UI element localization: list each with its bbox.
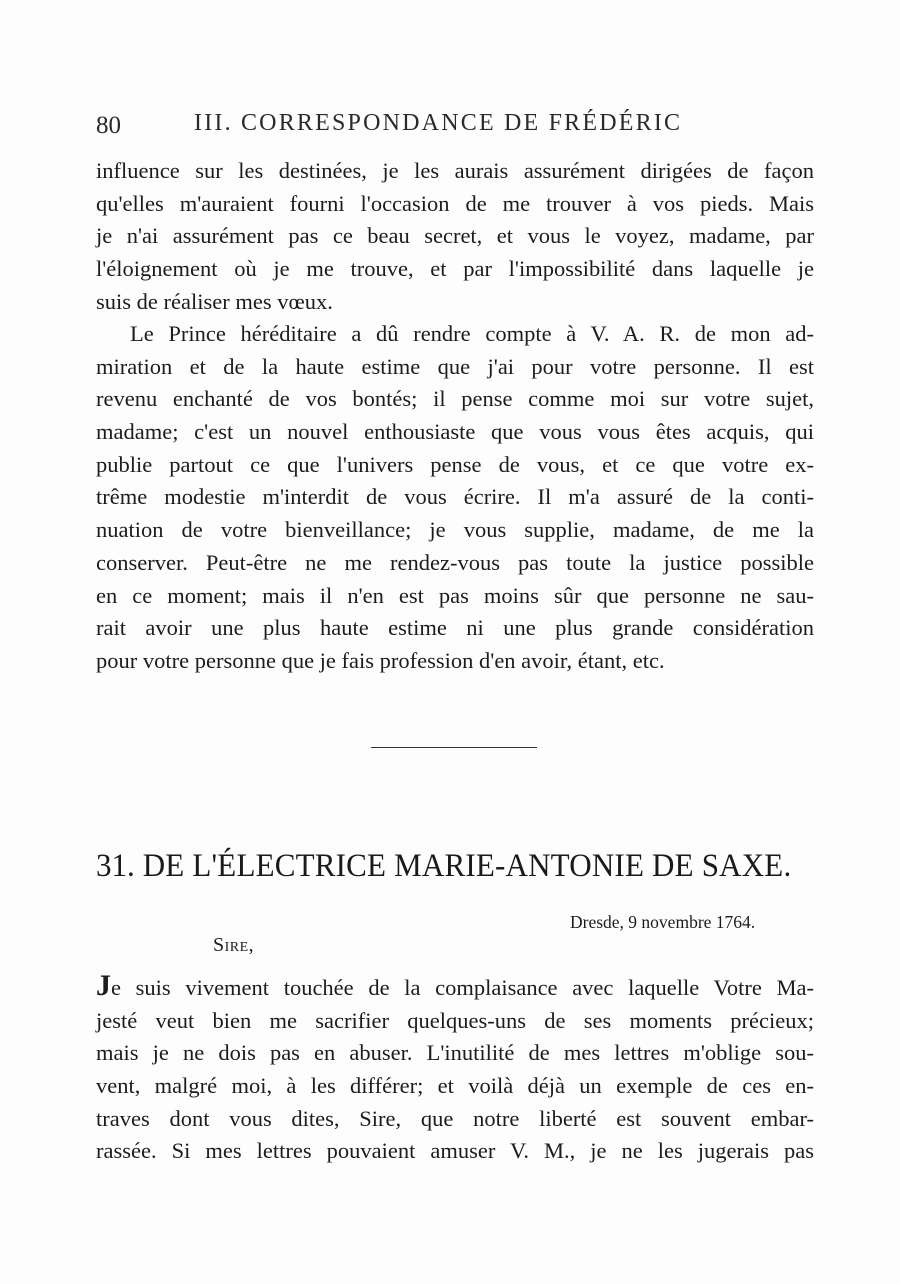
running-head-title: III. CORRESPONDANCE DE FRÉDÉRIC: [194, 110, 683, 136]
text-line: pour votre personne que je fais profession d'en avoir, étant, etc.: [96, 647, 665, 673]
text-line: madame; c'est un nouvel enthousiaste que vous vous êtes acquis, qui: [96, 419, 814, 445]
text-line: conserver. Peut-être ne me rendez-vous pas toute la justice possible: [96, 549, 814, 575]
text-line: [96, 969, 814, 1005]
first-line-text: e suis vivement touchée de la complaisance avec laquelle Votre Ma-: [111, 975, 814, 1000]
text-line: rait avoir une plus haute estime ni une plus grande considération: [96, 615, 814, 641]
paragraph-continuation: [96, 155, 814, 318]
text-line: Le Prince héréditaire a dû rendre compte à V. A. R. de mon ad-: [130, 321, 814, 346]
letter-dateline: Dresde, 9 novembre 1764.: [570, 912, 756, 932]
text-line: en ce moment; mais il n'en est pas moins sûr que personne ne sau-: [96, 582, 814, 608]
text-line: qu'elles m'auraient fourni l'occasion de me trouver à vos pieds. Mais: [96, 190, 814, 216]
letter-heading: [96, 848, 792, 885]
text-line: trême modestie m'interdit de vous écrire. Il m'a assuré de la conti-: [96, 484, 814, 510]
text-line: nuation de votre bienveillance; je vous supplie, madame, de me la: [96, 517, 814, 543]
drop-cap: J: [96, 969, 111, 1002]
text-line: traves dont vous dites, Sire, que notre liberté est souvent embar-: [96, 1105, 814, 1131]
section-divider: [371, 747, 537, 748]
paragraph-prince: [96, 318, 814, 678]
letter-salutation: Sire,: [213, 934, 255, 956]
letter-title: DE L'ÉLECTRICE MARIE-ANTONIE DE SAXE.: [142, 848, 792, 884]
text-line: rassée. Si mes lettres pouvaient amuser V. M., je ne les jugerais pas: [96, 1138, 814, 1164]
page-number: 80: [96, 112, 121, 139]
running-head: [96, 108, 816, 142]
text-line: publie partout ce que l'univers pense de vous, et ce que votre ex-: [96, 451, 814, 477]
letter-number: 31.: [96, 848, 135, 884]
text-line: vent, malgré moi, à les différer; et voilà déjà un exemple de ces en-: [96, 1073, 814, 1099]
text-line: mais je ne dois pas en abuser. L'inutilité de mes lettres m'oblige sou-: [96, 1040, 814, 1066]
text-line: miration et de la haute estime que j'ai pour votre personne. Il est: [96, 353, 814, 379]
text-line: l'éloignement où je me trouve, et par l'impossibilité dans laquelle je: [96, 256, 814, 282]
text-line: suis de réaliser mes vœux.: [96, 288, 333, 314]
text-line: jesté veut bien me sacrifier quelques-uns de ses moments précieux;: [96, 1007, 814, 1033]
text-line: revenu enchanté de vos bontés; il pense comme moi sur votre sujet,: [96, 386, 814, 412]
text-line: influence sur les destinées, je les aurais assurément dirigées de façon: [96, 158, 814, 183]
letter-body: [96, 969, 814, 1168]
text-line: je n'ai assurément pas ce beau secret, et vous le voyez, madame, par: [96, 223, 814, 249]
